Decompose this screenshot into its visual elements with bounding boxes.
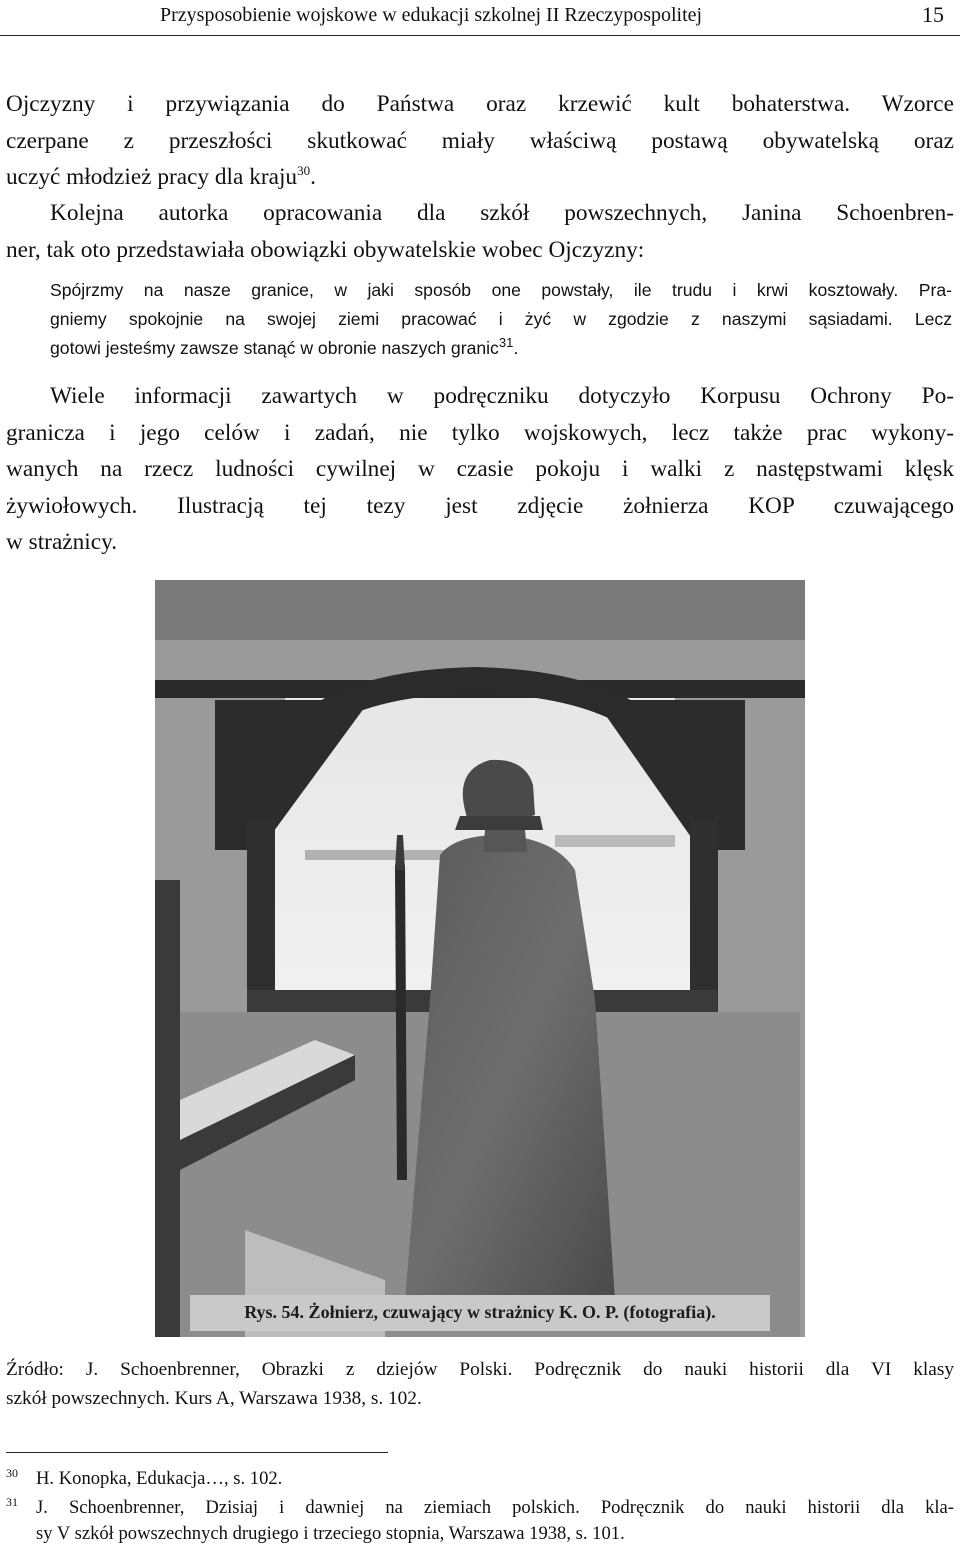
- source-label: Źródło: [6, 1359, 59, 1380]
- source-line: [6, 1355, 954, 1384]
- header-rule: [0, 35, 960, 36]
- paragraph-line: żywiołowych. Ilustracją tej tezy jest zdjęcie żołnierza KOP czuwającego: [6, 492, 954, 519]
- block-quote: [50, 276, 952, 363]
- footnote-30: [0, 1466, 960, 1493]
- footnotes: [0, 1466, 960, 1548]
- paragraph-3: [6, 378, 954, 561]
- quote-text: .: [513, 338, 519, 358]
- paragraph-text: .: [310, 164, 316, 190]
- figure-source: [6, 1355, 954, 1413]
- running-header-title: Przysposobienie wojskowe w edukacji szkolnej II Rzeczypospolitej: [160, 4, 703, 26]
- footnote-line: sy V szkół powszechnych drugiego i trzeciego stopnia, Warszawa 1938, s. 101.: [36, 1523, 625, 1544]
- quote-text: gotowi jesteśmy zawsze stanąć w obronie naszych granic: [50, 338, 499, 358]
- paragraph-line: [6, 159, 954, 196]
- soldier-photo-illustration: [155, 580, 805, 1337]
- footnote-text: [36, 1466, 960, 1493]
- source-line: szkół powszechnych. Kurs A, Warszawa 1938, s. 102.: [6, 1388, 422, 1409]
- distant-shore-right: [555, 835, 675, 847]
- footnote-number: 31: [6, 1494, 18, 1509]
- footnote-number: 30: [6, 1466, 18, 1480]
- paragraph-line: czerpane z przeszłości skutkować miały właściwą postawą obywatelską oraz: [6, 127, 954, 154]
- paragraph-1: [6, 86, 954, 196]
- footnote-text: [36, 1495, 954, 1548]
- ceiling-shade: [155, 580, 805, 640]
- paragraph-line: w strażnicy.: [6, 529, 118, 555]
- paragraph-2: [6, 195, 954, 268]
- soldier-photo: [155, 580, 805, 1337]
- source-text: : J. Schoenbrenner, Obrazki z dziejów Polski. Podręcznik do nauki historii dla VI klasy: [58, 1359, 954, 1380]
- footnote-ref-30[interactable]: 30: [297, 163, 311, 179]
- rifle-barrel: [395, 865, 407, 1180]
- footnote-ref-31[interactable]: 31: [498, 335, 514, 351]
- footnote-line: J. Schoenbrenner, Dzisiaj i dawniej na ziemiach polskich. Podręcznik do nauki historii dla kla-: [36, 1496, 954, 1518]
- soldier-collar: [483, 830, 527, 852]
- paragraph-text: uczyć młodzież pracy dla kraju: [6, 164, 298, 190]
- footnote-rule: [6, 1452, 388, 1453]
- paragraph-line: Kolejna autorka opracowania dla szkół powszechnych, Janina Schoenbren-: [50, 200, 954, 226]
- footnote-line: H. Konopka, Edukacja…, s. 102.: [36, 1468, 283, 1489]
- quote-line: [50, 334, 952, 363]
- page-number: 15: [922, 2, 944, 27]
- paragraph-line: ner, tak oto przedstawiała obowiązki obywatelskie wobec Ojczyzny:: [6, 236, 645, 263]
- paragraph-line: wanych na rzecz ludności cywilnej w czasie pokoju i walki z następstwami klęsk: [6, 456, 954, 482]
- photo-caption: Rys. 54. Żołnierz, czuwający w strażnicy K. O. P. (fotografia).: [244, 1302, 716, 1322]
- quote-line: Spójrzmy na nasze granice, w jaki sposób one powstały, ile trudu i krwi kosztowały. Pra-: [50, 280, 952, 300]
- paragraph-line: Ojczyzny i przywiązania do Państwa oraz krzewić kult bohaterstwa. Wzorce: [6, 91, 954, 117]
- footnote-31: [0, 1495, 960, 1548]
- left-post: [155, 880, 180, 1337]
- paragraph-line: granicza i jego celów i zadań, nie tylko wojskowych, lecz także prac wykony-: [6, 419, 954, 446]
- distant-shore: [305, 850, 455, 860]
- helmet-brim: [455, 816, 543, 830]
- quote-line: gniemy spokojnie na swojej ziemi pracować i żyć w zgodzie z naszymi sąsiadami. Lecz: [50, 309, 952, 329]
- running-header: [0, 0, 960, 40]
- paragraph-line: Wiele informacji zawartych w podręczniku dotyczyło Korpusu Ochrony Po-: [50, 383, 954, 409]
